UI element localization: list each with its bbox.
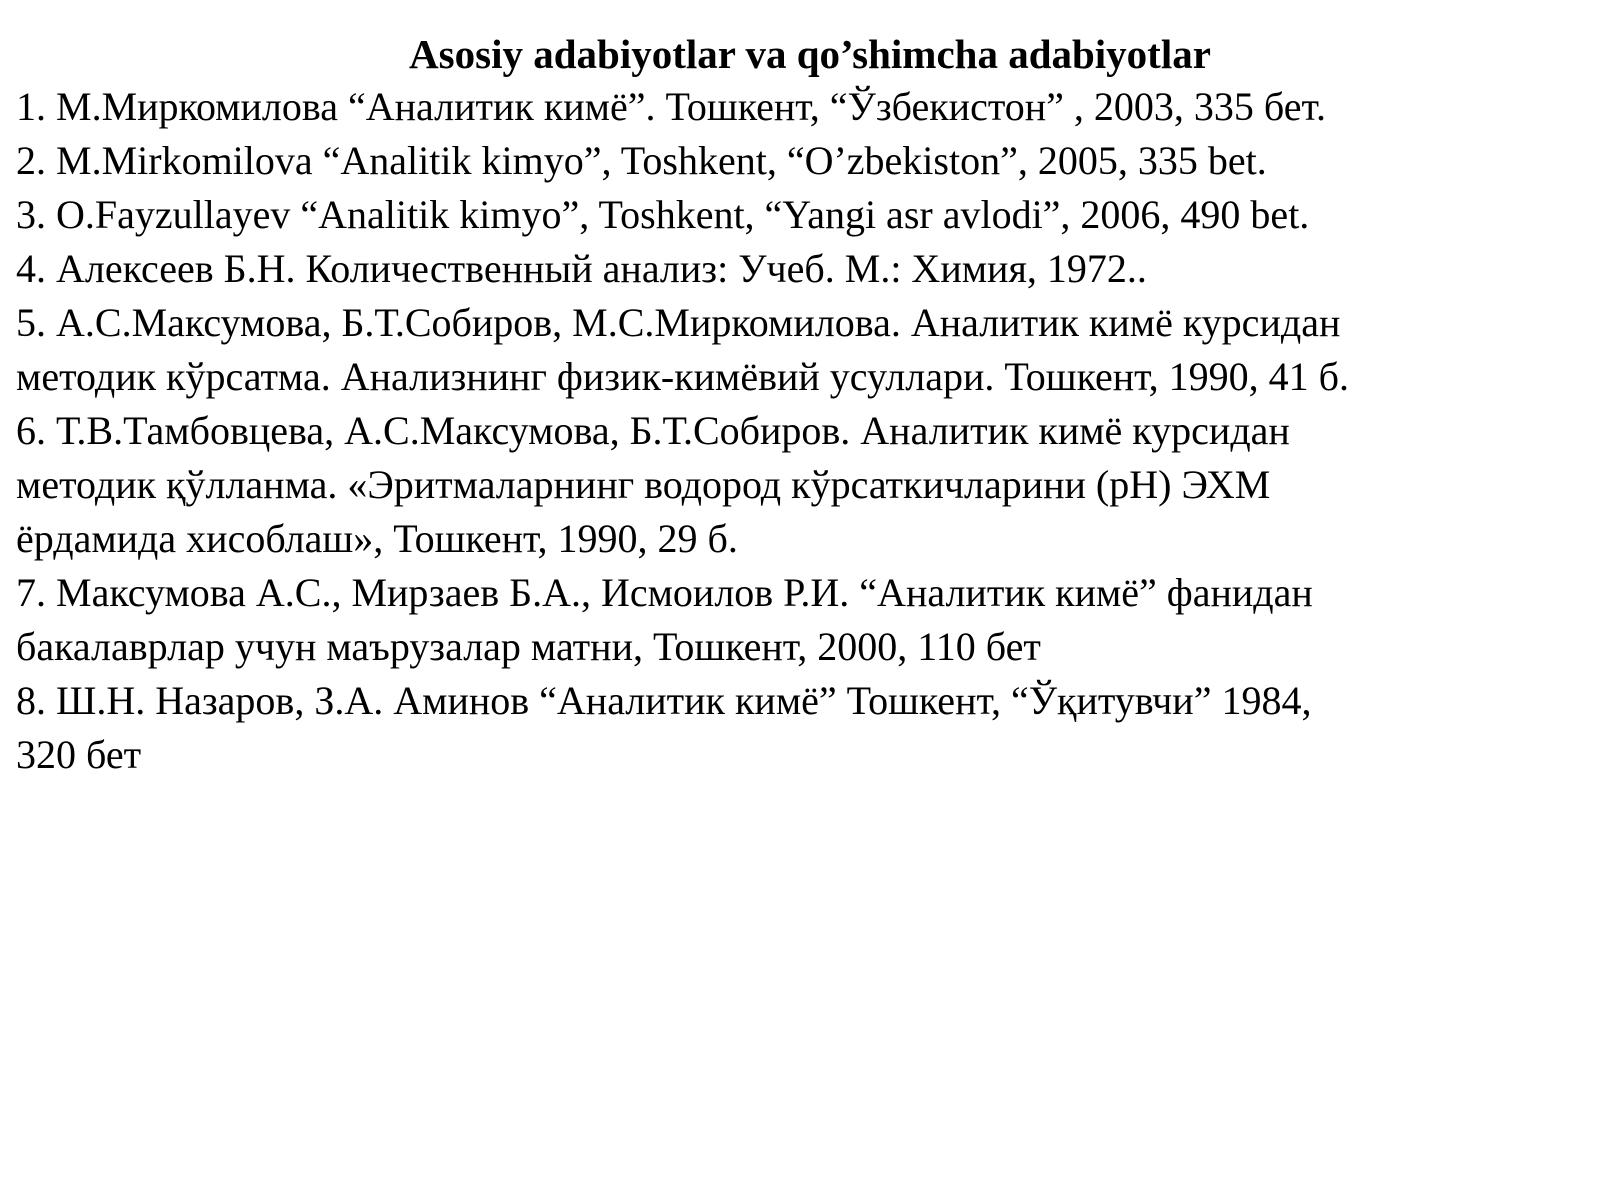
reference-item-8 bbox=[16, 674, 1556, 782]
page-title: Asosiy adabiyotlar va qo’shimcha adabiyotlar bbox=[409, 31, 1211, 77]
reference-line: 8. Ш.Н. Назаров, З.А. Аминов “Аналитик кимё” Тошкент, “Ўқитувчи” 1984, bbox=[16, 678, 1312, 723]
reference-line: методик кўрсатма. Анализнинг физик-кимёвий усуллари. Тошкент, 1990, 41 б. bbox=[16, 354, 1350, 399]
reference-line: 7. Максумова А.С., Мирзаев Б.А., Исмоилов Р.И. “Аналитик кимё” фанидан bbox=[16, 570, 1313, 615]
reference-line: 1. М.Миркомилова “Аналитик кимё”. Тошкент, “Ўзбекистон” , 2003, 335 бет. bbox=[16, 84, 1326, 129]
reference-line: ёрдамида хисоблаш», Тошкент, 1990, 29 б. bbox=[16, 516, 738, 561]
reference-line: 2. M.Mirkomilova “Analitik kimyo”, Toshkent, “O’zbekiston”, 2005, 335 bet. bbox=[16, 138, 1267, 183]
reference-line: 4. Алексеев Б.Н. Количественный анализ: Учеб. М.: Химия, 1972.. bbox=[16, 246, 1147, 291]
reference-item-6 bbox=[16, 404, 1556, 566]
reference-line: методик қўлланма. «Эритмаларнинг водород кўрсаткичларини (pH) ЭХМ bbox=[16, 462, 1271, 507]
reference-line: 6. Т.В.Тамбовцева, А.С.Максумова, Б.Т.Собиров. Аналитик кимё курсидан bbox=[16, 408, 1290, 453]
reference-item-4 bbox=[16, 242, 1556, 296]
reference-item-7 bbox=[16, 566, 1556, 674]
reference-line: 5. А.С.Максумова, Б.Т.Собиров, М.С.Миркомилова. Аналитик кимё курсидан bbox=[16, 300, 1341, 345]
reference-line: бакалаврлар учун маърузалар матни, Тошкент, 2000, 110 бет bbox=[16, 624, 1041, 669]
reference-list bbox=[16, 80, 1556, 782]
reference-line: 320 бет bbox=[16, 732, 142, 777]
reference-item-1 bbox=[16, 80, 1556, 134]
reference-line: 3. O.Fayzullayev “Analitik kimyo”, Toshkent, “Yangi asr avlodi”, 2006, 490 bet. bbox=[16, 192, 1310, 237]
reference-item-3 bbox=[16, 188, 1556, 242]
reference-item-2 bbox=[16, 134, 1556, 188]
reference-item-5 bbox=[16, 296, 1556, 404]
